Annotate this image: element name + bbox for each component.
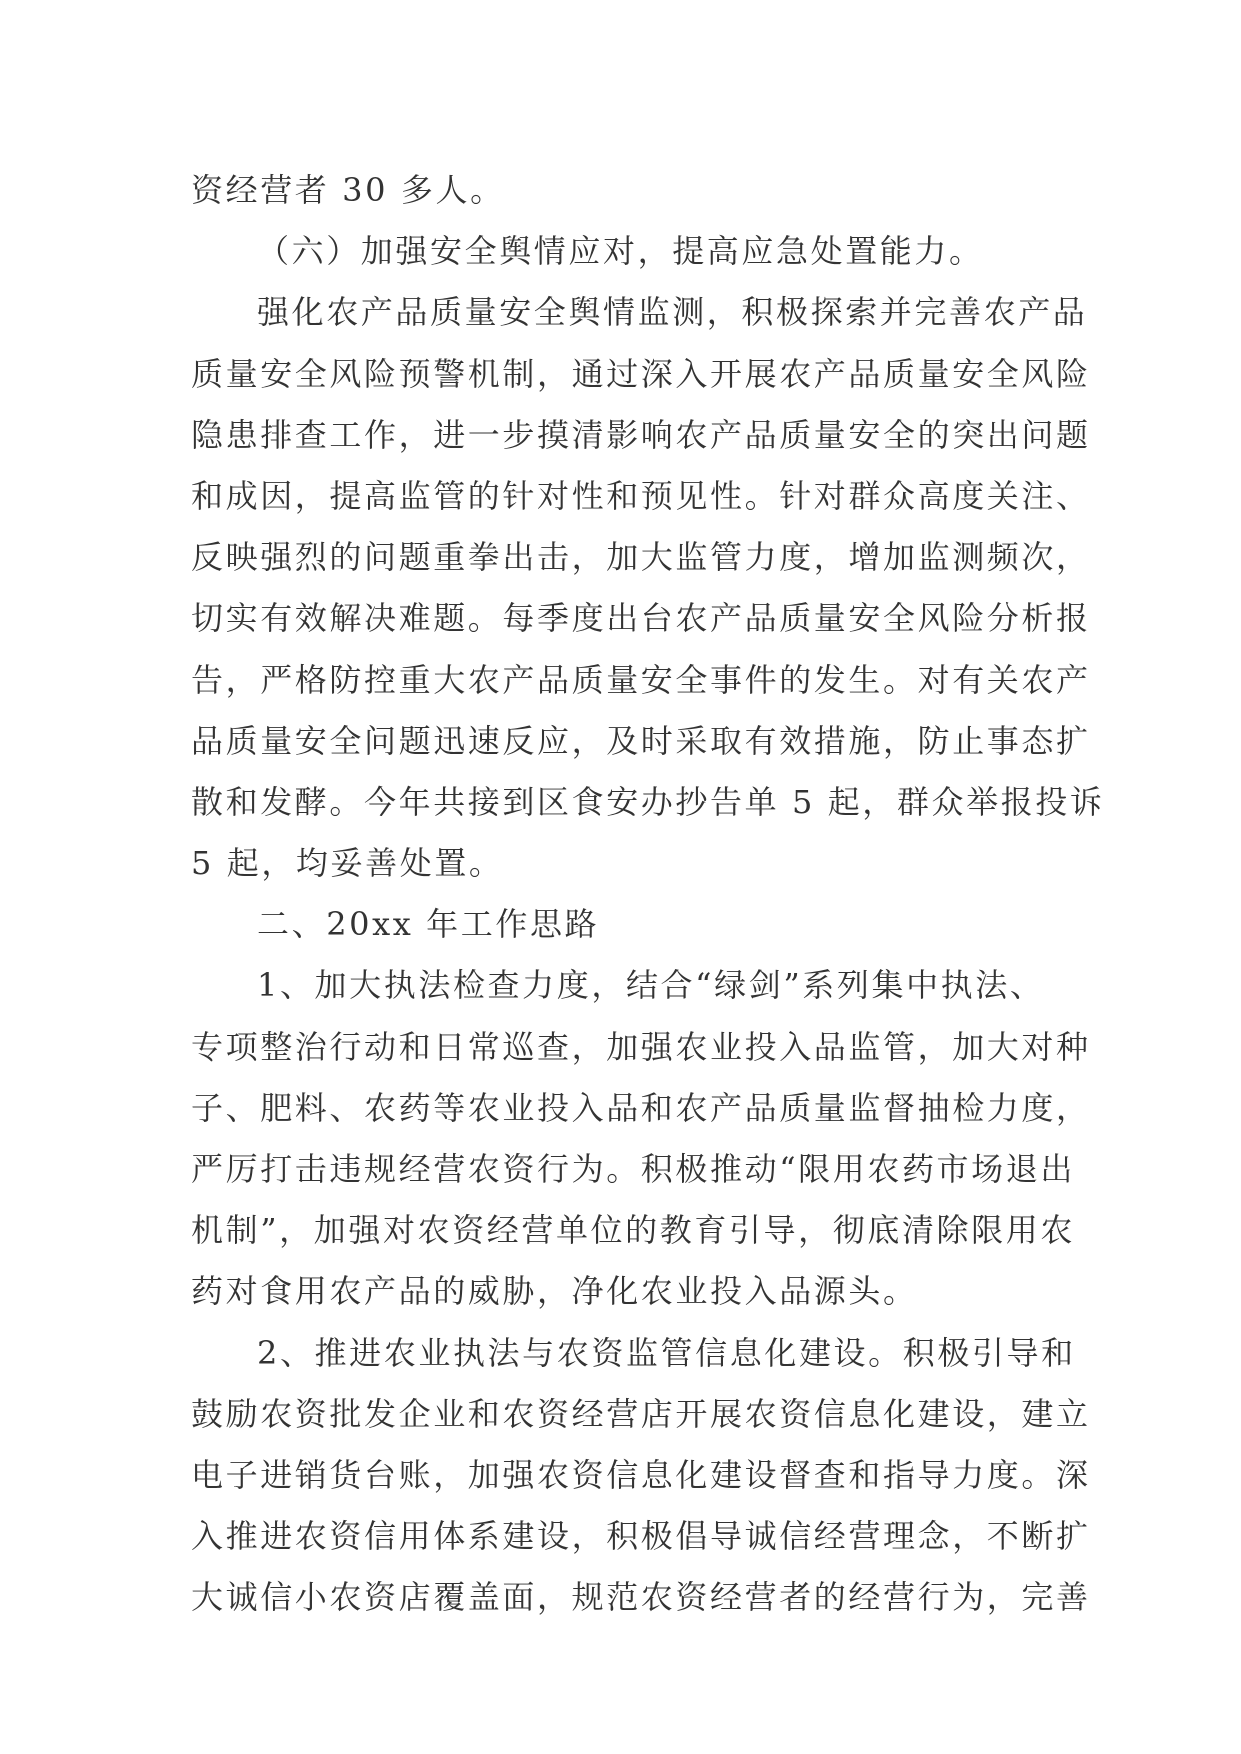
text-line: 鼓励农资批发企业和农资经营店开展农资信息化建设，建立 xyxy=(191,1394,1091,1433)
text-line: 和成因，提高监管的针对性和预见性。针对群众高度关注、 xyxy=(191,476,1091,515)
text-line: 强化农产品质量安全舆情监测，积极探索并完善农产品 xyxy=(257,293,1088,332)
text-line: 电子进销货台账，加强农资信息化建设督查和指导力度。深 xyxy=(191,1455,1091,1494)
text-line: 隐患排查工作，进一步摸清影响农产品质量安全的突出问题 xyxy=(191,415,1091,454)
text-line: 2、推进农业执法与农资监管信息化建设。积极引导和 xyxy=(257,1333,1076,1372)
text-line: 资经营者 30 多人。 xyxy=(191,171,505,209)
text-line: 5 起，均妥善处置。 xyxy=(191,844,504,883)
text-line: 机制”，加强对农资经营单位的教育引导，彻底清除限用农 xyxy=(191,1211,1075,1250)
text-line: 严厉打击违规经营农资行为。积极推动“限用农药市场退出 xyxy=(191,1150,1075,1188)
text-line: 大诚信小农资店覆盖面，规范农资经营者的经营行为，完善 xyxy=(191,1578,1091,1617)
text-line: 1、加大执法检查力度，结合“绿剑”系列集中执法、 xyxy=(257,966,1045,1005)
text-line: 告，严格防控重大农产品质量安全事件的发生。对有关农产 xyxy=(191,660,1091,699)
text-line: 药对食用农产品的威胁，净化农业投入品源头。 xyxy=(191,1272,918,1311)
body-text xyxy=(191,160,1105,1629)
section-heading: （六）加强安全舆情应对，提高应急处置能力。 xyxy=(257,232,984,271)
text-line: 入推进农资信用体系建设，积极倡导诚信经营理念，不断扩 xyxy=(191,1517,1091,1556)
text-line: 质量安全风险预警机制，通过深入开展农产品质量安全风险 xyxy=(191,354,1091,393)
text-line: 切实有效解决难题。每季度出台农产品质量安全风险分析报 xyxy=(191,599,1091,638)
section-heading: 二、20xx 年工作思路 xyxy=(257,905,600,944)
text-line: 反映强烈的问题重拳出击，加大监管力度，增加监测频次， xyxy=(191,538,1091,577)
text-line: 专项整治行动和日常巡查，加强农业投入品监管，加大对种 xyxy=(191,1027,1091,1066)
text-line: 散和发酵。今年共接到区食安办抄告单 5 起，群众举报投诉 xyxy=(191,782,1105,821)
text-line: 品质量安全问题迅速反应，及时采取有效措施，防止事态扩 xyxy=(191,721,1091,760)
text-line: 子、肥料、农药等农业投入品和农产品质量监督抽检力度， xyxy=(191,1088,1091,1127)
